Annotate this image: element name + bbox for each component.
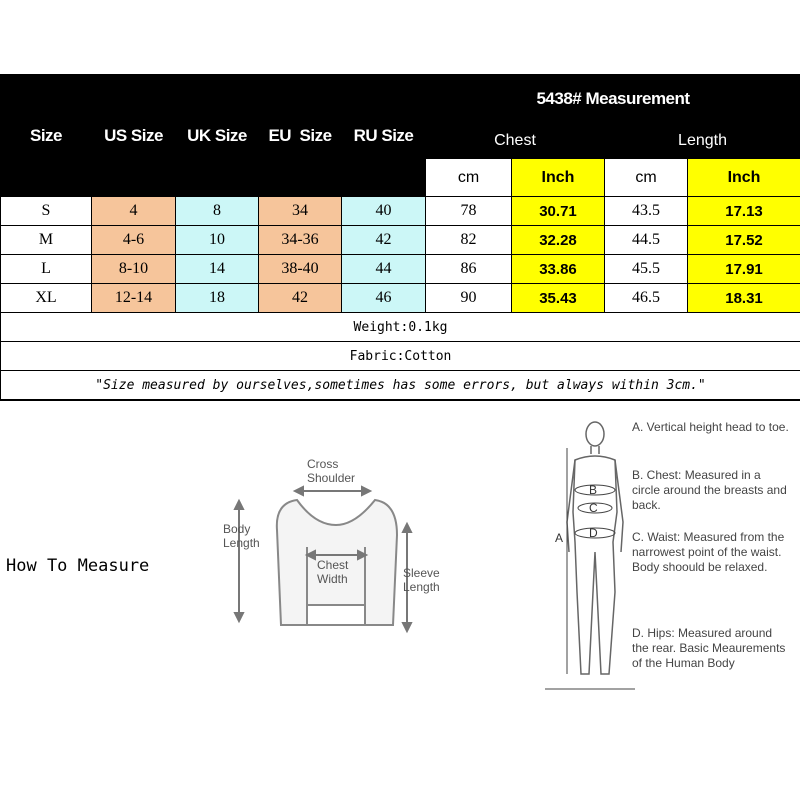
cross-shoulder-label-2: Shoulder bbox=[307, 471, 355, 485]
label-a: A bbox=[555, 531, 563, 545]
table-row bbox=[1, 197, 800, 226]
body-length-arrow bbox=[235, 501, 243, 621]
header-measurement: 5438# Measurement bbox=[426, 75, 800, 123]
header-ru-size: RU Size bbox=[342, 75, 426, 197]
header-eu-size: EU Size bbox=[259, 75, 342, 197]
chest-cm-cell: 90 bbox=[426, 284, 512, 313]
header-length: Length bbox=[605, 123, 800, 159]
length-cm-cell: 45.5 bbox=[605, 255, 688, 284]
header-chest-inch: Inch bbox=[512, 159, 605, 197]
us-size-cell: 4-6 bbox=[92, 226, 176, 255]
length-cm-cell: 44.5 bbox=[605, 226, 688, 255]
sleeve-length-label-1: Sleeve bbox=[403, 566, 440, 580]
header-chest: Chest bbox=[426, 123, 605, 159]
note-row: "Size measured by ourselves,sometimes has some errors, but always within 3cm." bbox=[1, 371, 800, 400]
fabric-row: Fabric:Cotton bbox=[1, 342, 800, 371]
chest-inch-cell: 35.43 bbox=[512, 284, 605, 313]
legend-b: B. Chest: Measured in a circle around the breasts and back. bbox=[632, 468, 792, 513]
uk-size-cell: 8 bbox=[176, 197, 259, 226]
eu-size-cell: 38-40 bbox=[259, 255, 342, 284]
label-c: C bbox=[589, 501, 598, 515]
size-cell: S bbox=[1, 197, 92, 226]
length-inch-cell: 17.91 bbox=[688, 255, 800, 284]
header-us-size: US Size bbox=[92, 75, 176, 197]
table-row bbox=[1, 226, 800, 255]
body-measure-figure bbox=[545, 412, 635, 694]
uk-size-cell: 14 bbox=[176, 255, 259, 284]
uk-size-cell: 10 bbox=[176, 226, 259, 255]
eu-size-cell: 34-36 bbox=[259, 226, 342, 255]
eu-size-cell: 42 bbox=[259, 284, 342, 313]
header-chest-cm: cm bbox=[426, 159, 512, 197]
us-size-cell: 4 bbox=[92, 197, 176, 226]
garment-measure-diagram bbox=[215, 455, 455, 645]
size-chart-table bbox=[0, 74, 800, 400]
header-length-inch: Inch bbox=[688, 159, 800, 197]
length-cm-cell: 43.5 bbox=[605, 197, 688, 226]
body-length-label-2: Length bbox=[223, 536, 260, 550]
weight-row: Weight:0.1kg bbox=[1, 313, 800, 342]
legend-d: D. Hips: Measured around the rear. Basic Meaurements of the Human Body bbox=[632, 626, 792, 671]
cross-shoulder-label-1: Cross bbox=[307, 457, 338, 471]
us-size-cell: 12-14 bbox=[92, 284, 176, 313]
sleeve-length-label-2: Length bbox=[403, 580, 440, 594]
table-row bbox=[1, 255, 800, 284]
ru-size-cell: 40 bbox=[342, 197, 426, 226]
eu-size-cell: 34 bbox=[259, 197, 342, 226]
legend-a: A. Vertical height head to toe. bbox=[632, 420, 792, 435]
chest-inch-cell: 32.28 bbox=[512, 226, 605, 255]
us-size-cell: 8-10 bbox=[92, 255, 176, 284]
label-b: B bbox=[589, 483, 597, 497]
chest-cm-cell: 82 bbox=[426, 226, 512, 255]
how-to-measure-label: How To Measure bbox=[6, 556, 149, 576]
chest-inch-cell: 30.71 bbox=[512, 197, 605, 226]
size-cell: XL bbox=[1, 284, 92, 313]
header-length-cm: cm bbox=[605, 159, 688, 197]
chest-cm-cell: 78 bbox=[426, 197, 512, 226]
chest-cm-cell: 86 bbox=[426, 255, 512, 284]
size-cell: L bbox=[1, 255, 92, 284]
length-inch-cell: 17.52 bbox=[688, 226, 800, 255]
label-d: D bbox=[589, 526, 598, 540]
ru-size-cell: 42 bbox=[342, 226, 426, 255]
ru-size-cell: 46 bbox=[342, 284, 426, 313]
ru-size-cell: 44 bbox=[342, 255, 426, 284]
header-size: Size bbox=[1, 75, 92, 197]
uk-size-cell: 18 bbox=[176, 284, 259, 313]
legend-c: C. Waist: Measured from the narrowest point of the waist. Body shoould be relaxed. bbox=[632, 530, 792, 575]
table-row bbox=[1, 284, 800, 313]
chest-inch-cell: 33.86 bbox=[512, 255, 605, 284]
body-length-label-1: Body bbox=[223, 522, 250, 536]
chest-width-label-2: Width bbox=[317, 572, 348, 586]
header-uk-size: UK Size bbox=[176, 75, 259, 197]
length-inch-cell: 17.13 bbox=[688, 197, 800, 226]
size-cell: M bbox=[1, 226, 92, 255]
chest-width-label-1: Chest bbox=[317, 558, 349, 572]
length-inch-cell: 18.31 bbox=[688, 284, 800, 313]
length-cm-cell: 46.5 bbox=[605, 284, 688, 313]
cross-shoulder-arrow bbox=[295, 487, 370, 495]
